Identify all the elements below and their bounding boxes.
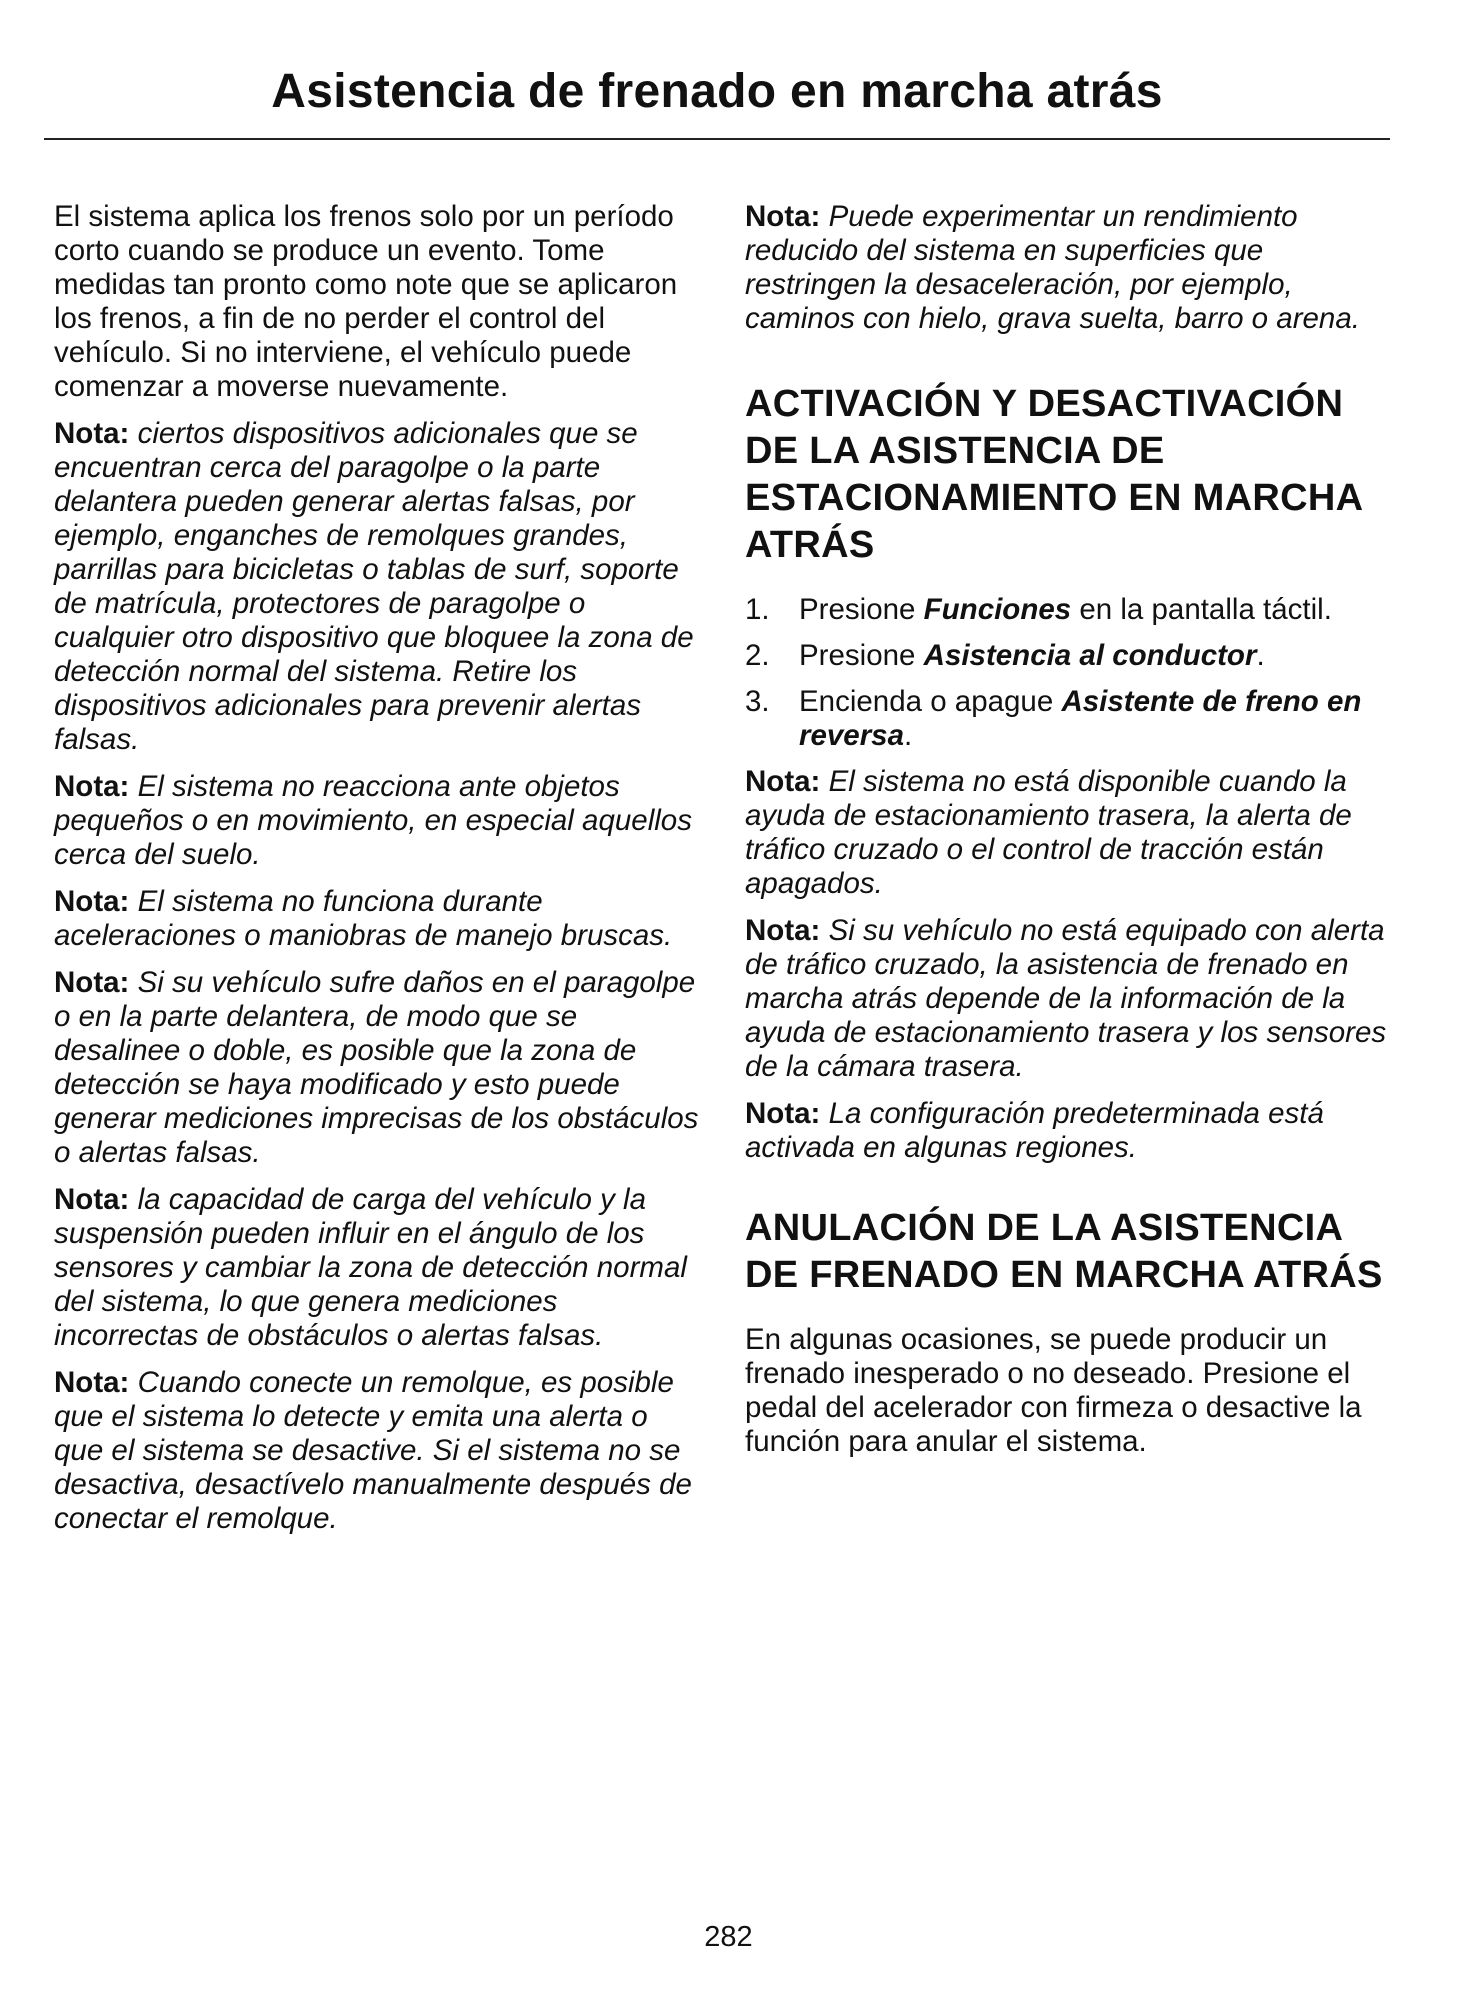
note-text: La configuración predeterminada está activada en algunas regiones. — [745, 1097, 1324, 1164]
note-label: Nota: — [745, 765, 821, 798]
note-text: Si su vehículo no está equipado con alerta de tráfico cruzado, la asistencia de frenado en marcha atrás depende de la información de la ayuda de estacionamiento trasera y los sensores de la cámara trasera. — [745, 914, 1387, 1083]
step-number: 1. — [745, 593, 770, 626]
right-column — [745, 200, 1390, 1472]
step-text-after: . — [904, 719, 913, 752]
step-text-before: Presione — [799, 593, 924, 626]
section-heading-activation: ACTIVACIÓN Y DESACTIVACIÓN DE LA ASISTENCIA DE ESTACIONAMIENTO EN MARCHA ATRÁS — [745, 383, 1362, 566]
left-column — [54, 200, 699, 1549]
note-label: Nota: — [745, 200, 821, 233]
activation-steps-list — [745, 593, 1390, 753]
note-reduced-performance — [745, 200, 1390, 336]
page-title: Asistencia de frenado en marcha atrás — [271, 65, 1163, 118]
note-label: Nota: — [54, 1183, 130, 1216]
note-bumper-damage — [54, 966, 699, 1170]
step-text-before: Encienda o apague — [799, 685, 1062, 718]
note-label: Nota: — [54, 885, 130, 918]
note-unavailable — [745, 765, 1390, 901]
step-number: 3. — [745, 685, 770, 718]
override-paragraph: En algunas ocasiones, se puede producir un frenado inesperado o no deseado. Presione el pedal del acelerador con firmeza o desactive la función para anular el sistema. — [745, 1323, 1362, 1458]
note-text: ciertos dispositivos adicionales que se encuentran cerca del paragolpe o la parte delantera pueden generar alertas falsas, por ejemplo, enganches de remolques grandes, parrillas para bicicletas o tablas de surf, soporte de matrícula, protectores de paragolpe o cualquier otro dispositivo que bloquee la zona de detección normal del sistema. Retire los dispositivos adicionales para prevenir alertas falsas. — [54, 417, 694, 756]
note-small-objects — [54, 770, 699, 872]
intro-paragraph: El sistema aplica los frenos solo por un período corto cuando se produce un evento. Tome medidas tan pronto como note que se aplicaron los frenos, a fin de no perder el control del vehículo. Si no interviene, el vehículo puede comenzar a moverse nuevamente. — [54, 200, 678, 403]
note-label: Nota: — [54, 1366, 130, 1399]
note-default-setting — [745, 1097, 1390, 1165]
step-menu-option: Asistente de freno en reversa — [799, 685, 1362, 752]
step-text-after: en la pantalla táctil. — [1071, 593, 1332, 626]
note-text: la capacidad de carga del vehículo y la suspensión pueden influir en el ángulo de los sensores y cambiar la zona de detección normal del sistema, lo que genera mediciones incorrectas de obstáculos o alertas falsas. — [54, 1183, 687, 1352]
note-load-capacity — [54, 1183, 699, 1353]
section-heading-override: ANULACIÓN DE LA ASISTENCIA DE FRENADO EN MARCHA ATRÁS — [745, 1207, 1383, 1296]
note-cross-traffic — [745, 914, 1390, 1084]
list-item — [745, 593, 1390, 627]
note-text: El sistema no reacciona ante objetos pequeños o en movimiento, en especial aquellos cerca del suelo. — [54, 770, 692, 871]
note-front-accessories — [54, 417, 699, 757]
step-menu-option: Asistencia al conductor — [923, 639, 1257, 672]
note-label: Nota: — [54, 966, 130, 999]
list-item — [745, 639, 1390, 673]
note-trailer — [54, 1366, 699, 1536]
note-text: El sistema no funciona durante aceleraciones o maniobras de manejo bruscas. — [54, 885, 673, 952]
note-label: Nota: — [745, 1097, 821, 1130]
note-text: El sistema no está disponible cuando la ayuda de estacionamiento trasera, la alerta de tráfico cruzado o el control de tracción están apagados. — [745, 765, 1352, 900]
note-label: Nota: — [54, 417, 130, 450]
page-number: 282 — [704, 1921, 753, 1953]
note-text: Cuando conecte un remolque, es posible que el sistema lo detecte y emita una alerta o que el sistema se desactive. Si el sistema no se desactiva, desactívelo manualmente después de conectar el remolque. — [54, 1366, 692, 1535]
step-menu-option: Funciones — [923, 593, 1072, 626]
note-text: Si su vehículo sufre daños en el paragolpe o en la parte delantera, de modo que se desalinee o doble, es posible que la zona de detección se haya modificado y esto puede generar mediciones imprecisas de los obstáculos o alertas falsas. — [54, 966, 699, 1169]
note-label: Nota: — [745, 914, 821, 947]
title-divider — [44, 138, 1390, 140]
step-text-before: Presione — [799, 639, 924, 672]
note-abrupt-maneuvers — [54, 885, 699, 953]
step-number: 2. — [745, 639, 770, 672]
step-text-after: . — [1256, 639, 1265, 672]
note-text: Puede experimentar un rendimiento reducido del sistema en superficies que restringen la desaceleración, por ejemplo, caminos con hielo, grava suelta, barro o arena. — [745, 200, 1360, 335]
note-label: Nota: — [54, 770, 130, 803]
list-item — [745, 685, 1390, 753]
